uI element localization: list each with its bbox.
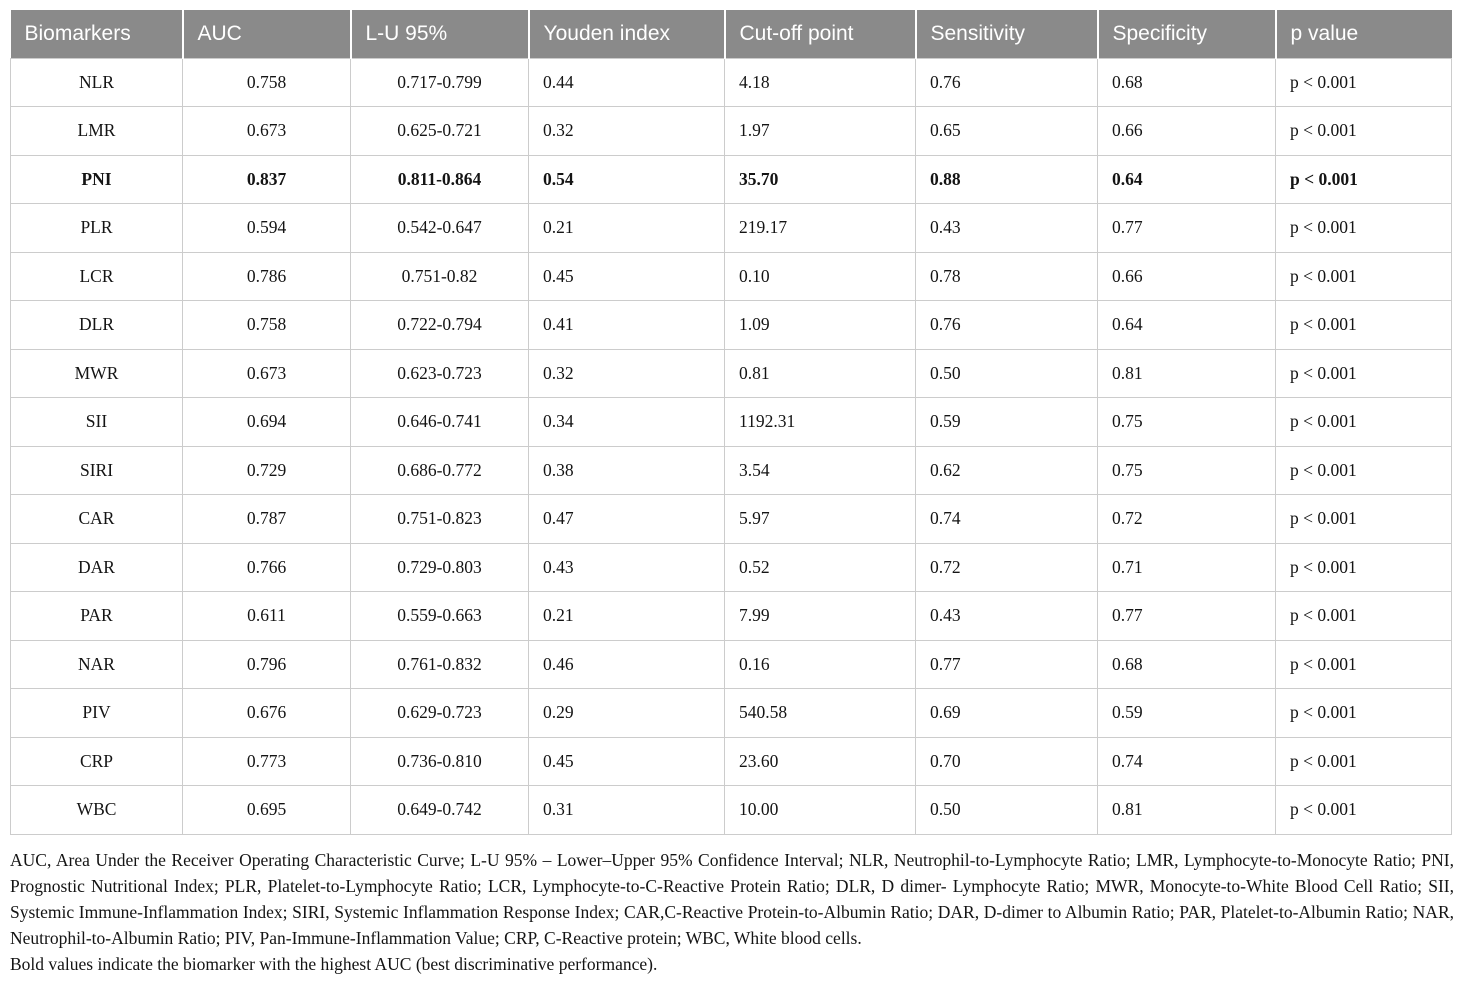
table-cell: CRP — [11, 737, 183, 786]
table-cell: 0.44 — [529, 58, 725, 107]
table-cell: 0.10 — [725, 252, 916, 301]
table-cell: 0.43 — [916, 204, 1098, 253]
table-cell: 0.45 — [529, 252, 725, 301]
table-cell: 23.60 — [725, 737, 916, 786]
table-cell: SIRI — [11, 446, 183, 495]
table-row — [11, 58, 1452, 107]
table-cell: PLR — [11, 204, 183, 253]
table-cell: 0.611 — [183, 592, 351, 641]
table-cell: 0.46 — [529, 640, 725, 689]
table-cell: 0.786 — [183, 252, 351, 301]
table-cell: p < 0.001 — [1276, 737, 1452, 786]
table-cell: p < 0.001 — [1276, 58, 1452, 107]
table-cell: 0.796 — [183, 640, 351, 689]
table-cell: p < 0.001 — [1276, 204, 1452, 253]
table-cell: 0.76 — [916, 58, 1098, 107]
table-cell: 0.649-0.742 — [351, 786, 529, 835]
table-cell: 0.625-0.721 — [351, 107, 529, 156]
table-cell: 10.00 — [725, 786, 916, 835]
column-header-p-value: p value — [1276, 10, 1452, 58]
table-cell: 0.81 — [725, 349, 916, 398]
table-row — [11, 737, 1452, 786]
table-cell: 4.18 — [725, 58, 916, 107]
table-cell: p < 0.001 — [1276, 543, 1452, 592]
table-cell: 0.729 — [183, 446, 351, 495]
table-cell: 0.623-0.723 — [351, 349, 529, 398]
table-cell: 1.97 — [725, 107, 916, 156]
table-cell: 0.646-0.741 — [351, 398, 529, 447]
table-cell: 0.76 — [916, 301, 1098, 350]
table-cell: 0.676 — [183, 689, 351, 738]
column-header-biomarkers: Biomarkers — [11, 10, 183, 58]
table-cell: 0.686-0.772 — [351, 446, 529, 495]
table-row — [11, 592, 1452, 641]
table-row — [11, 398, 1452, 447]
table-cell: 0.59 — [1098, 689, 1276, 738]
table-cell: 0.629-0.723 — [351, 689, 529, 738]
biomarkers-roc-table — [10, 10, 1452, 835]
table-cell: 1192.31 — [725, 398, 916, 447]
table-cell: 0.559-0.663 — [351, 592, 529, 641]
table-cell: 219.17 — [725, 204, 916, 253]
table-cell: 0.594 — [183, 204, 351, 253]
table-cell: p < 0.001 — [1276, 786, 1452, 835]
table-cell: 0.673 — [183, 107, 351, 156]
column-header-sensitivity: Sensitivity — [916, 10, 1098, 58]
table-cell: 0.722-0.794 — [351, 301, 529, 350]
table-cell: 0.758 — [183, 58, 351, 107]
table-cell: 540.58 — [725, 689, 916, 738]
table-cell: 0.77 — [1098, 204, 1276, 253]
table-row — [11, 204, 1452, 253]
table-cell: 0.68 — [1098, 58, 1276, 107]
table-cell: 0.729-0.803 — [351, 543, 529, 592]
table-cell: 0.34 — [529, 398, 725, 447]
table-cell: 0.837 — [183, 155, 351, 204]
table-cell: 0.50 — [916, 349, 1098, 398]
table-cell: 0.66 — [1098, 107, 1276, 156]
table-body — [11, 58, 1452, 834]
table-row — [11, 786, 1452, 835]
table-header — [11, 10, 1452, 58]
table-row — [11, 155, 1452, 204]
table-cell: 0.31 — [529, 786, 725, 835]
table-cell: 0.74 — [1098, 737, 1276, 786]
table-cell: 0.45 — [529, 737, 725, 786]
table-cell: 0.68 — [1098, 640, 1276, 689]
table-cell: 0.72 — [916, 543, 1098, 592]
table-cell: 5.97 — [725, 495, 916, 544]
table-cell: 0.32 — [529, 107, 725, 156]
table-cell: NLR — [11, 58, 183, 107]
table-cell: 0.542-0.647 — [351, 204, 529, 253]
table-cell: p < 0.001 — [1276, 155, 1452, 204]
table-cell: PAR — [11, 592, 183, 641]
table-cell: 0.21 — [529, 592, 725, 641]
table-row — [11, 689, 1452, 738]
table-cell: 0.71 — [1098, 543, 1276, 592]
table-cell: 0.32 — [529, 349, 725, 398]
table-row — [11, 446, 1452, 495]
table-cell: 0.21 — [529, 204, 725, 253]
table-cell: 0.66 — [1098, 252, 1276, 301]
table-cell: 0.717-0.799 — [351, 58, 529, 107]
table-cell: 0.54 — [529, 155, 725, 204]
table-cell: 0.673 — [183, 349, 351, 398]
table-cell: 0.811-0.864 — [351, 155, 529, 204]
table-cell: 0.41 — [529, 301, 725, 350]
table-cell: p < 0.001 — [1276, 592, 1452, 641]
table-cell: 0.751-0.823 — [351, 495, 529, 544]
table-cell: CAR — [11, 495, 183, 544]
table-cell: p < 0.001 — [1276, 107, 1452, 156]
table-cell: 0.47 — [529, 495, 725, 544]
table-cell: MWR — [11, 349, 183, 398]
table-cell: p < 0.001 — [1276, 495, 1452, 544]
table-cell: 0.72 — [1098, 495, 1276, 544]
table-cell: NAR — [11, 640, 183, 689]
table-row — [11, 301, 1452, 350]
table-cell: p < 0.001 — [1276, 301, 1452, 350]
table-cell: p < 0.001 — [1276, 689, 1452, 738]
table-cell: 0.70 — [916, 737, 1098, 786]
header-row — [11, 10, 1452, 58]
bold-values-note: Bold values indicate the biomarker with the highest AUC (best discriminative performance). — [10, 953, 658, 974]
table-cell: PNI — [11, 155, 183, 204]
table-footnotes — [10, 847, 1454, 977]
table-cell: 0.761-0.832 — [351, 640, 529, 689]
table-cell: 0.69 — [916, 689, 1098, 738]
table-cell: 0.38 — [529, 446, 725, 495]
table-cell: 0.59 — [916, 398, 1098, 447]
table-cell: 0.62 — [916, 446, 1098, 495]
table-cell: 0.74 — [916, 495, 1098, 544]
table-cell: 0.695 — [183, 786, 351, 835]
table-cell: 0.736-0.810 — [351, 737, 529, 786]
table-cell: 0.773 — [183, 737, 351, 786]
table-cell: LMR — [11, 107, 183, 156]
table-cell: 0.77 — [1098, 592, 1276, 641]
column-header-lu95: L-U 95% — [351, 10, 529, 58]
column-header-auc: AUC — [183, 10, 351, 58]
table-cell: 0.787 — [183, 495, 351, 544]
table-cell: SII — [11, 398, 183, 447]
table-cell: 0.75 — [1098, 398, 1276, 447]
table-cell: 0.88 — [916, 155, 1098, 204]
abbreviations-note: AUC, Area Under the Receiver Operating Characteristic Curve; L-U 95% – Lower–Upper 95% Confidence Interval; NLR, Neutrophil-to-Lymphocyte Ratio; LMR, Lymphocyte-to-Monocyte Ratio; PNI, Prognostic Nutritional Index; PLR, Platelet-to-Lymphocyte Ratio; LCR, Lymphocyte-to-C-Reactive Protein Ratio; DLR, D dimer- Lymphocyte Ratio; MWR, Monocyte-to-White Blood Cell Ratio; SII, Systemic Immune-Inflammation Index; SIRI, Systemic Inflammation Response Index; CAR,C-Reactive Protein-to-Albumin Ratio; DAR, D-dimer to Albumin Ratio; PAR, Platelet-to-Albumin Ratio; NAR, Neutrophil-to-Albumin Ratio; PIV, Pan-Immune-Inflammation Value; CRP, C-Reactive protein; WBC, White blood cells. — [10, 849, 1454, 948]
table-cell: 1.09 — [725, 301, 916, 350]
table-cell: WBC — [11, 786, 183, 835]
table-cell: 0.64 — [1098, 301, 1276, 350]
table-row — [11, 107, 1452, 156]
table-cell: p < 0.001 — [1276, 349, 1452, 398]
table-cell: 0.65 — [916, 107, 1098, 156]
column-header-youden-index: Youden index — [529, 10, 725, 58]
table-cell: 0.50 — [916, 786, 1098, 835]
table-row — [11, 349, 1452, 398]
table-cell: 35.70 — [725, 155, 916, 204]
table-row — [11, 495, 1452, 544]
table-cell: p < 0.001 — [1276, 446, 1452, 495]
table-cell: 0.43 — [916, 592, 1098, 641]
table-cell: 0.77 — [916, 640, 1098, 689]
table-cell: PIV — [11, 689, 183, 738]
table-cell: 0.751-0.82 — [351, 252, 529, 301]
table-cell: 0.766 — [183, 543, 351, 592]
table-cell: DAR — [11, 543, 183, 592]
table-cell: 0.43 — [529, 543, 725, 592]
table-row — [11, 543, 1452, 592]
table-cell: 0.29 — [529, 689, 725, 738]
table-cell: 0.694 — [183, 398, 351, 447]
table-cell: 0.81 — [1098, 786, 1276, 835]
table-cell: 3.54 — [725, 446, 916, 495]
table-cell: 0.16 — [725, 640, 916, 689]
column-header-specificity: Specificity — [1098, 10, 1276, 58]
column-header-cutoff-point: Cut-off point — [725, 10, 916, 58]
table-cell: 0.52 — [725, 543, 916, 592]
table-cell: 0.758 — [183, 301, 351, 350]
table-cell: p < 0.001 — [1276, 640, 1452, 689]
table-cell: 7.99 — [725, 592, 916, 641]
table-cell: 0.78 — [916, 252, 1098, 301]
table-cell: 0.81 — [1098, 349, 1276, 398]
table-row — [11, 640, 1452, 689]
table-row — [11, 252, 1452, 301]
table-cell: LCR — [11, 252, 183, 301]
table-cell: p < 0.001 — [1276, 398, 1452, 447]
table-cell: p < 0.001 — [1276, 252, 1452, 301]
table-cell: 0.64 — [1098, 155, 1276, 204]
table-cell: DLR — [11, 301, 183, 350]
table-cell: 0.75 — [1098, 446, 1276, 495]
